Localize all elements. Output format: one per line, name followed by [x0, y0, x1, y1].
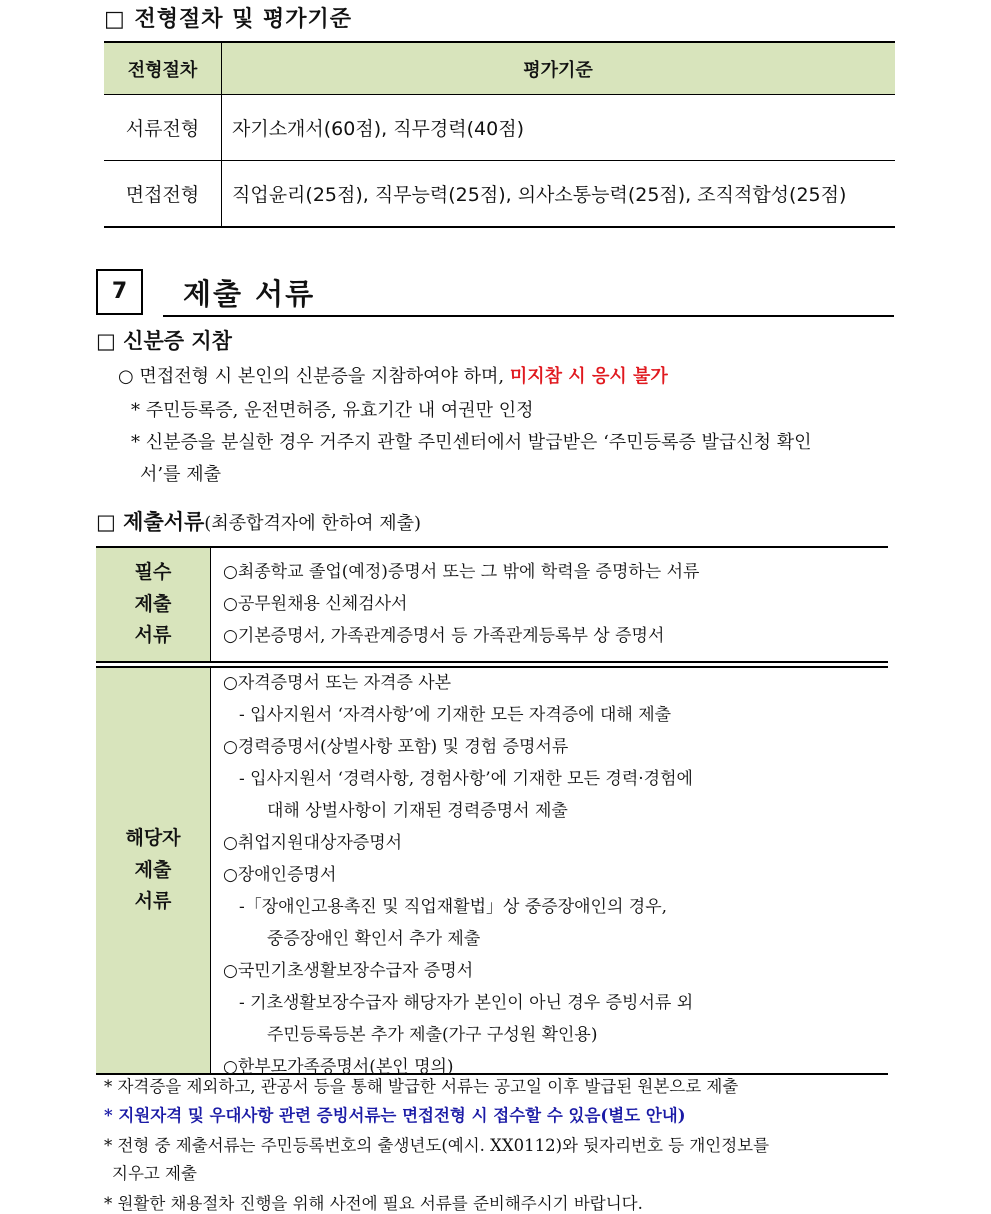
required-items — [211, 548, 888, 661]
list-item: ○장애인증명서 — [223, 865, 337, 885]
applicable-docs-block — [96, 668, 888, 1077]
required-docs-block — [96, 546, 888, 661]
header-procedure: 전형절차 — [104, 42, 222, 95]
label-line: 서류 — [134, 624, 172, 647]
label-line: 해당자 — [125, 827, 181, 850]
id-card-warning: 미지참 시 응시 불가 — [509, 366, 668, 387]
list-item: -「장애인고용촉진 및 직업재활법」상 중증장애인의 경우, — [239, 897, 668, 917]
applicable-items — [211, 668, 888, 1077]
table-header-row — [104, 42, 895, 95]
row-procedure: 면접전형 — [104, 161, 222, 228]
table-row — [104, 95, 895, 161]
list-item: ○한부모가족증명서(본인 명의) — [223, 1057, 454, 1077]
required-label — [96, 548, 211, 661]
id-card-note2: * 신분증을 분실한 경우 거주지 관할 주민센터에서 발급받은 ‘주민등록증 발급신청 확인 — [131, 432, 812, 453]
label-line: 서류 — [134, 890, 172, 913]
list-item: 중증장애인 확인서 추가 제출 — [267, 929, 481, 949]
list-item: ○취업지원대상자증명서 — [223, 833, 403, 853]
note-original-docs: * 자격증을 제외하고, 관공서 등을 통해 발급한 서류는 공고일 이후 발급된 원본으로 제출 — [104, 1077, 739, 1096]
label-line: 제출 — [134, 858, 172, 881]
list-item: - 입사지원서 ‘자격사항’에 기재한 모든 자격증에 대해 제출 — [239, 705, 672, 725]
evaluation-table — [104, 41, 895, 228]
submit-docs-heading-bold: □ 제출서류 — [96, 510, 205, 534]
list-item: - 입사지원서 ‘경력사항, 경험사항’에 기재한 모든 경력·경험에 — [239, 769, 693, 789]
id-card-main-text: ○ 면접전형 시 본인의 신분증을 지참하여야 하며, — [118, 366, 510, 387]
table-row — [104, 161, 895, 228]
section-number: 7 — [96, 269, 143, 315]
list-item: ○경력증명서(상벌사항 포함) 및 경험 증명서류 — [223, 737, 569, 757]
list-item: 주민등록등본 추가 제출(가구 구성원 확인용) — [267, 1025, 598, 1045]
submit-docs-heading-note: (최종합격자에 한하여 제출) — [204, 513, 422, 534]
list-item: ○최종학교 졸업(예정)증명서 또는 그 밖에 학력을 증명하는 서류 — [223, 562, 700, 582]
list-item: 대해 상벌사항이 기재된 경력증명서 제출 — [267, 801, 568, 821]
applicable-label — [96, 668, 211, 1073]
list-item: ○공무원채용 신체검사서 — [223, 594, 408, 614]
row-criteria: 직업윤리(25점), 직무능력(25점), 의사소통능력(25점), 조직적합성(25점) — [222, 161, 896, 228]
id-card-main — [118, 362, 668, 388]
id-card-note1: * 주민등록증, 운전면허증, 유효기간 내 여권만 인정 — [131, 400, 534, 421]
submit-docs-heading — [96, 506, 421, 536]
note-personal-info: * 전형 중 제출서류는 주민등록번호의 출생년도(예시. XX0112)와 뒷자리번호 등 개인정보를 — [104, 1136, 770, 1155]
submit-docs-table — [96, 546, 888, 1075]
list-item: - 기초생활보장수급자 해당자가 본인이 아닌 경우 증빙서류 외 — [239, 993, 694, 1013]
note-prepare: * 원활한 채용절차 진행을 위해 사전에 필요 서류를 준비해주시기 바랍니다. — [104, 1194, 643, 1213]
label-line: 필수 — [134, 561, 172, 584]
note-personal-info-cont: 지우고 제출 — [112, 1164, 197, 1183]
list-item: ○기본증명서, 가족관계증명서 등 가족관계등록부 상 증명서 — [223, 626, 665, 646]
note-interview-docs: * 지원자격 및 우대사항 관련 증빙서류는 면접전형 시 접수할 수 있음(별도 안내) — [104, 1106, 686, 1125]
selection-heading: □ 전형절차 및 평가기준 — [104, 7, 353, 32]
double-divider — [96, 661, 888, 668]
list-item: ○국민기초생활보장수급자 증명서 — [223, 961, 474, 981]
header-criteria: 평가기준 — [222, 42, 896, 95]
id-card-heading: □ 신분증 지참 — [96, 329, 232, 353]
section-underline — [163, 315, 894, 317]
list-item: ○자격증명서 또는 자격증 사본 — [223, 673, 452, 693]
row-criteria: 자기소개서(60점), 직무경력(40점) — [222, 95, 896, 161]
id-card-note2-cont: 서’를 제출 — [140, 464, 221, 485]
row-procedure: 서류전형 — [104, 95, 222, 161]
section-title: 제출 서류 — [183, 277, 316, 311]
label-line: 제출 — [134, 592, 172, 615]
